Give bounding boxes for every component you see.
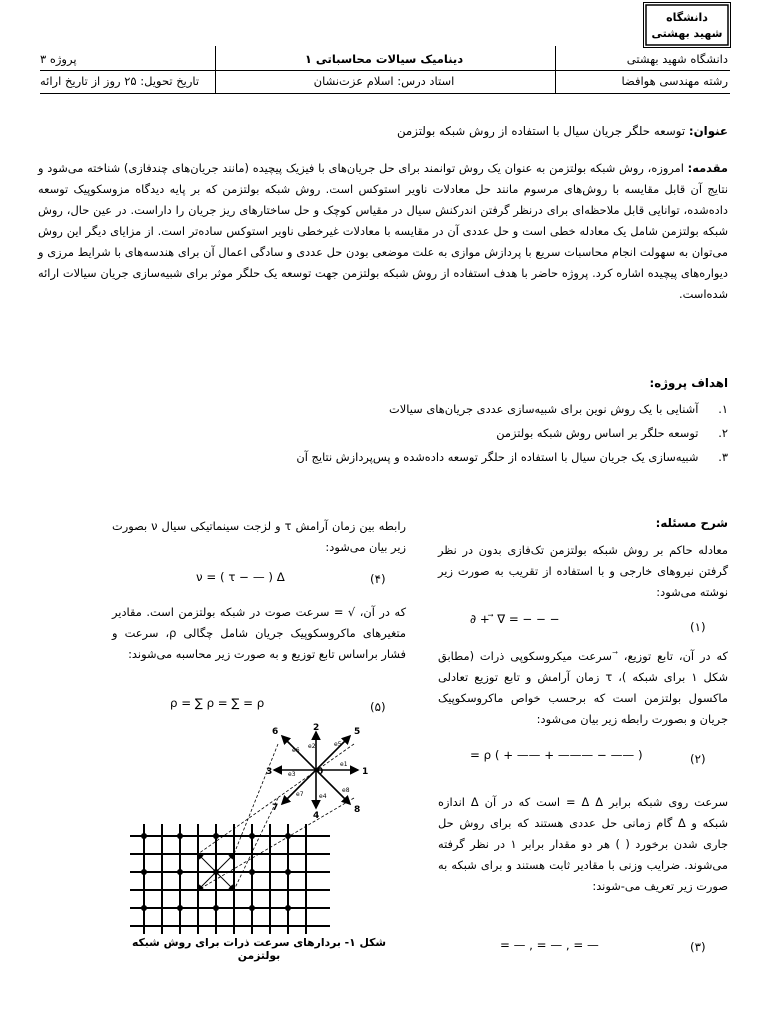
department-name: رشته مهندسی هوافضا (621, 74, 728, 88)
direction-label: 6 (272, 727, 279, 737)
problem-paragraph-2: که در آن، تابع توزیع، ⃗ سرعت میکروسکوپی ذرات (مطابق شکل ۱ برای شبکه )، τ زمان آرامش و تابع توزیع تعادلی ماکسول بولتزمن است که برحسب خواص ماکروسکوپیک جریان و بصورت رابطه زیر بیان می‌شود: (438, 649, 728, 726)
intro-label: مقدمه: (687, 161, 728, 175)
direction-label: 2 (313, 723, 320, 733)
instructor-name: استاد درس: اسلام عزت‌نشان (313, 74, 455, 88)
relaxation-paragraph: رابطه بین زمان آرامش τ و لزجت سینماتیکی سیال ν بصورت زیر بیان می‌شود: (112, 519, 406, 554)
problem-paragraph-3: سرعت روی شبکه برابر Δ Δ = است که در آن Δ اندازه شبکه و Δ گام زمانی حل عددی هستند که برای روش حل جاری شدن برخورد ( ) هر دو مقدار برابر ۱ در نظر گرفته می‌شوند. ضرایب وزنی با مقادیر ثابت هستند و برای شبکه به صورت زیر تعریف می‌-شوند: (438, 795, 728, 893)
logo-text-bottom: شهید بهشتی (651, 27, 723, 40)
goal-number: ۱. (718, 402, 728, 416)
logo-text-top: دانشگاه (666, 11, 708, 24)
intro-text: امروزه، روش شبکه بولتزمن به عنوان یک روش توانمند برای حل جریان‌های با فیزیک پیچیده (مانند جریان‌های چندفازی) شناخته می‌شود و نتایج آن قابل مقایسه با روش‌های مرسوم مانند حل معادلات ناویر استوکس است. روش شبکه بولتزمن که بر پایه دیدگاه مزوسکوپیک توسعه داده‌شده، توانایی قابل ملاحظه‌ای برای درنظر گرفتن اندرکنش سیال در مقیاس کوچک و حل ساختارهای ریز جریان را داراست. در عین حال، روش شبکه بولتزمن شامل یک معادله خطی است و حل عددی آن در مقایسه با معادلات غیرخطی ناویر استوکس ساده‌تر است. از مزایای دیگر این روش می‌توان به سهولت انجام محاسبات سریع با پردازش موازی به علت موضعی بودن حل عددی و سادگی اعمال آن برای هندسه‌های با شرایط مرزی و دیواره‌های پیچیده اشاره کرد. پروژه حاضر با هدف استفاده از روش شبکه بولتزمن جهت توسعه یک حلگر موثر برای شبیه‌سازی جریان سیالات ارائه شده‌است. (38, 161, 728, 301)
equation-2: = ρ ( + —— + ——— − —— ) (470, 748, 643, 762)
vector-label: e1 (340, 761, 348, 768)
equation-1-number: (۱) (690, 620, 706, 634)
vector-label: e7 (296, 791, 304, 798)
equation-1: ∂ + ⃗ ∇ = − − − (470, 612, 560, 626)
deadline: تاریخ تحویل: ۲۵ روز از تاریخ ارائه (40, 74, 200, 88)
goal-item (48, 426, 728, 440)
title-text: توسعه حلگر جریان سیال با استفاده از روش شبکه بولتزمن (396, 124, 686, 138)
header-vdivider-left (215, 46, 216, 93)
header-divider-top (40, 70, 730, 71)
direction-label: 8 (354, 805, 361, 815)
figure-caption: شکل ۱- بردارهای سرعت ذرات برای روش شبکه بولتزمن (131, 936, 387, 962)
vector-label: e5 (334, 741, 342, 748)
introduction (38, 158, 728, 305)
header-divider-bottom (40, 93, 730, 94)
goal-item (48, 402, 728, 416)
title-label: عنوان: (688, 124, 728, 138)
vector-label: e8 (342, 787, 350, 794)
goal-text: شبیه‌سازی یک جریان سیال با استفاده از حلگر توسعه داده‌شده و پس‌پردازش نتایج آن (296, 450, 699, 464)
direction-label: 4 (313, 811, 320, 821)
equation-5-number: (۵) (370, 700, 386, 714)
project-title (38, 124, 728, 138)
university-name: دانشگاه شهید بهشتی (626, 52, 728, 66)
header-vdivider-right (555, 46, 556, 93)
projection-lines (198, 744, 354, 890)
goal-item (48, 450, 728, 464)
equation-4: ν = ( τ − — ) Δ (196, 570, 285, 584)
project-number: پروژه ۳ (40, 52, 77, 66)
equation-4-number: (۴) (370, 572, 386, 586)
university-logo (643, 2, 731, 48)
macroscopic-paragraph: که در آن، √ = سرعت صوت در شبکه بولتزمن است. مقادیر متغیرهای ماکروسکوپیک جریان شامل چگالی ρ، سرعت و فشار براساس تابع توزیع و به صورت زیر محاسبه می‌شوند: (112, 605, 406, 661)
vector-label: e4 (319, 793, 327, 800)
equation-3-number: (۳) (690, 940, 706, 954)
vector-label: e3 (288, 771, 296, 778)
course-title: دینامیک سیالات محاسباتی ۱ (304, 52, 464, 66)
equation-2-number: (۲) (690, 752, 706, 766)
vector-label: e6 (292, 747, 300, 754)
center-label: 0 (317, 767, 324, 777)
goal-number: ۲. (718, 426, 728, 440)
goal-text: آشنایی با یک روش نوین برای شبیه‌سازی عددی جریان‌های سیالات (389, 402, 699, 416)
problem-paragraph-1: معادله حاکم بر روش شبکه بولتزمن تک‌فازی بدون در نظر گرفتن نیروهای خارجی و با استفاده از تقریب به صورت زیر نوشته می‌شود: (438, 543, 728, 599)
direction-label: 5 (354, 727, 361, 737)
equation-5: ρ = ∑ ρ = ∑ = ρ (170, 696, 265, 710)
direction-label: 1 (362, 767, 369, 777)
problem-heading: شرح مسئله: (655, 516, 728, 530)
vector-label: e2 (308, 743, 316, 750)
direction-label: 3 (266, 767, 273, 777)
goal-text: توسعه حلگر بر اساس روش شبکه بولتزمن (496, 426, 699, 440)
goals-heading: اهداف پروژه: (649, 376, 728, 390)
direction-label: 7 (272, 803, 279, 813)
lattice-grid (130, 824, 330, 934)
goal-number: ۳. (718, 450, 728, 464)
lattice-velocity-figure (120, 720, 410, 934)
d2q9-stencil (274, 732, 358, 808)
equation-3: = — , = — , = — (500, 938, 599, 952)
